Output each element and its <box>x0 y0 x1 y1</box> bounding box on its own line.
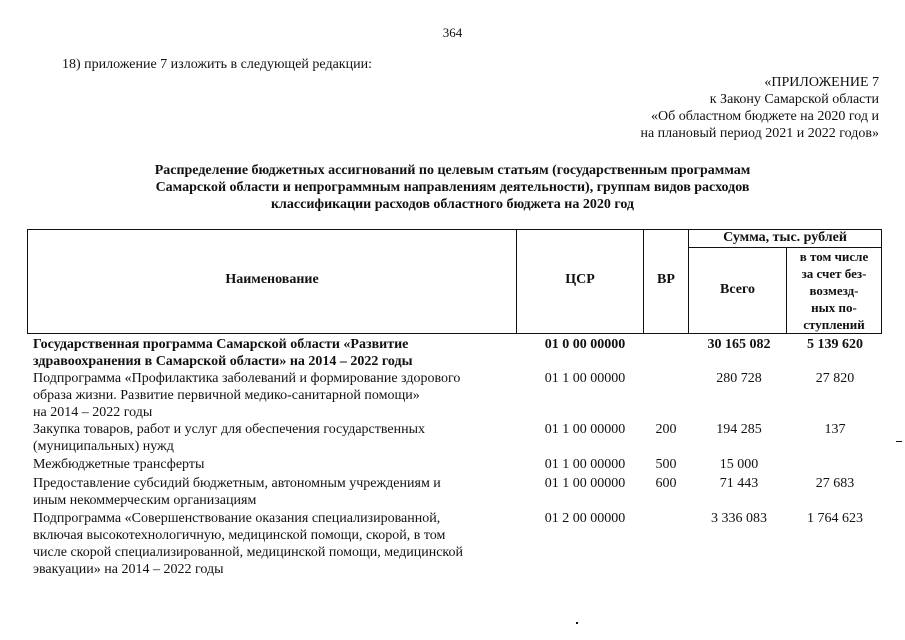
row-total: 280 728 <box>716 371 762 386</box>
row-total: 30 165 082 <box>707 337 771 352</box>
row-csr: 01 1 00 00000 <box>544 371 626 386</box>
appendix-line: к Закону Самарской области <box>709 92 879 107</box>
row-name: Межбюджетные трансферты <box>33 457 205 472</box>
scan-margin-mark <box>896 441 902 442</box>
header-name: Наименование <box>225 272 319 287</box>
row-free: 5 139 620 <box>807 337 863 352</box>
appendix-line: «ПРИЛОЖЕНИЕ 7 <box>764 75 879 90</box>
appendix-line: «Об областном бюджете на 2020 год и <box>651 109 879 124</box>
page-number: 364 <box>442 25 463 40</box>
document-title-line: Распределение бюджетных ассигнований по целевым статьям (государственным программам <box>154 163 751 178</box>
header-amount: Сумма, тыс. рублей <box>723 230 847 245</box>
row-name: Подпрограмма «Профилактика заболеваний и формирование здорового образа жизни. Развитие первичной медико-санитарной помощи» на 2014 – 2022 годы <box>33 371 461 420</box>
appendix-line: на плановый период 2021 и 2022 годов» <box>640 126 879 141</box>
row-csr: 01 1 00 00000 <box>544 422 626 437</box>
header-total: Всего <box>720 282 755 297</box>
table-header-bottom <box>27 333 882 334</box>
document-title-line: классификации расходов областного бюджета на 2020 год <box>270 197 635 212</box>
row-total: 15 000 <box>719 457 759 472</box>
row-vr: 500 <box>655 457 677 472</box>
row-name: Подпрограмма «Совершенствование оказания специализированной, включая высокотехнологичную, медицинской помощи, скорой, в том числе скорой специализированной, медицинской помощи, медицинской эвакуации» на 2014 – 2022 годы <box>33 511 464 577</box>
row-total: 3 336 083 <box>711 511 767 526</box>
header-vr: ВР <box>657 272 675 287</box>
row-free: 137 <box>824 422 846 437</box>
row-free: 1 764 623 <box>807 511 863 526</box>
row-name: Закупка товаров, работ и услуг для обеспечения государственных (муниципальных) нужд <box>33 422 426 454</box>
intro-text: 18) приложение 7 изложить в следующей редакции: <box>62 57 372 72</box>
row-vr: 200 <box>655 422 677 437</box>
header-csr: ЦСР <box>565 272 595 287</box>
row-csr: 01 1 00 00000 <box>544 457 626 472</box>
row-csr: 01 0 00 00000 <box>544 337 626 352</box>
row-total: 71 443 <box>719 476 759 491</box>
header-free-receipts: в том числе за счет без- возмезд- ных по- ступлений <box>799 249 869 332</box>
row-free: 27 820 <box>815 371 855 386</box>
row-free: 27 683 <box>815 476 855 491</box>
row-csr: 01 1 00 00000 <box>544 476 626 491</box>
table-border-right <box>881 229 882 334</box>
row-total: 194 285 <box>716 422 762 437</box>
scan-dot-mark <box>576 622 578 624</box>
row-vr: 600 <box>655 476 677 491</box>
row-name: Государственная программа Самарской области «Развитие здравоохранения в Самарской области» на 2014 – 2022 годы <box>33 337 413 369</box>
row-csr: 01 2 00 00000 <box>544 511 626 526</box>
row-name: Предоставление субсидий бюджетным, автономным учреждениям и иным некоммерческим организациям <box>33 476 441 508</box>
document-title-line: Самарской области и непрограммным направлениям деятельности), группам видов расходов <box>155 180 750 195</box>
